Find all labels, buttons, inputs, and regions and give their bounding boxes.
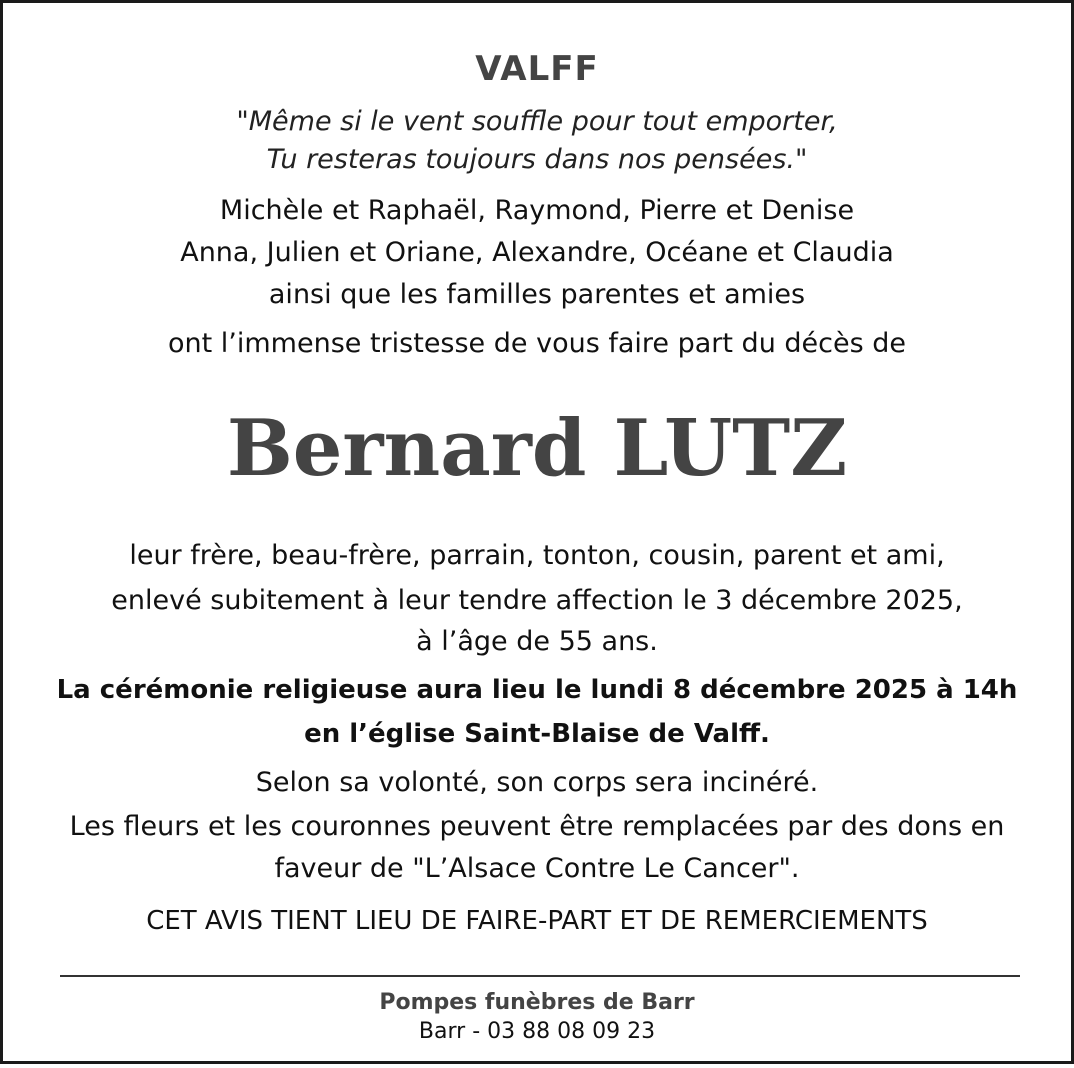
age-line: à l’âge de 55 ans. <box>416 626 658 657</box>
wish-line-2: Les fleurs et les couronnes peuvent être remplacées par des dons en <box>69 811 1005 842</box>
funeral-home-contact: Barr - 03 88 08 09 23 <box>418 1019 656 1044</box>
funeral-home-name: Pompes funèbres de Barr <box>379 990 695 1015</box>
town-heading: VALFF <box>475 49 599 89</box>
footer-divider <box>60 975 1020 977</box>
ceremony-line-2: en l’église Saint-Blaise de Valff. <box>304 719 770 749</box>
wish-line-1: Selon sa volonté, son corps sera incinéré. <box>255 767 819 798</box>
quote-line-2: Tu resteras toujours dans nos pensées." <box>266 144 808 175</box>
quote-line-1: "Même si le vent souffle pour tout emporter, <box>236 106 838 137</box>
family-line-2: Anna, Julien et Oriane, Alexandre, Océane et Claudia <box>180 237 894 268</box>
notice-statement: CET AVIS TIENT LIEU DE FAIRE-PART ET DE REMERCIEMENTS <box>146 906 928 936</box>
relation-line: leur frère, beau-frère, parrain, tonton, cousin, parent et ami, <box>129 540 945 571</box>
deceased-name: Bernard LUTZ <box>226 403 848 494</box>
family-line-1: Michèle et Raphaël, Raymond, Pierre et Denise <box>219 195 855 226</box>
ceremony-line-1: La cérémonie religieuse aura lieu le lundi 8 décembre 2025 à 14h <box>56 675 1018 705</box>
announcement-line: ont l’immense tristesse de vous faire part du décès de <box>168 328 906 359</box>
death-date-line: enlevé subitement à leur tendre affection le 3 décembre 2025, <box>111 585 963 616</box>
wish-line-3: faveur de "L’Alsace Contre Le Cancer". <box>274 853 800 884</box>
family-line-3: ainsi que les familles parentes et amies <box>268 279 806 310</box>
